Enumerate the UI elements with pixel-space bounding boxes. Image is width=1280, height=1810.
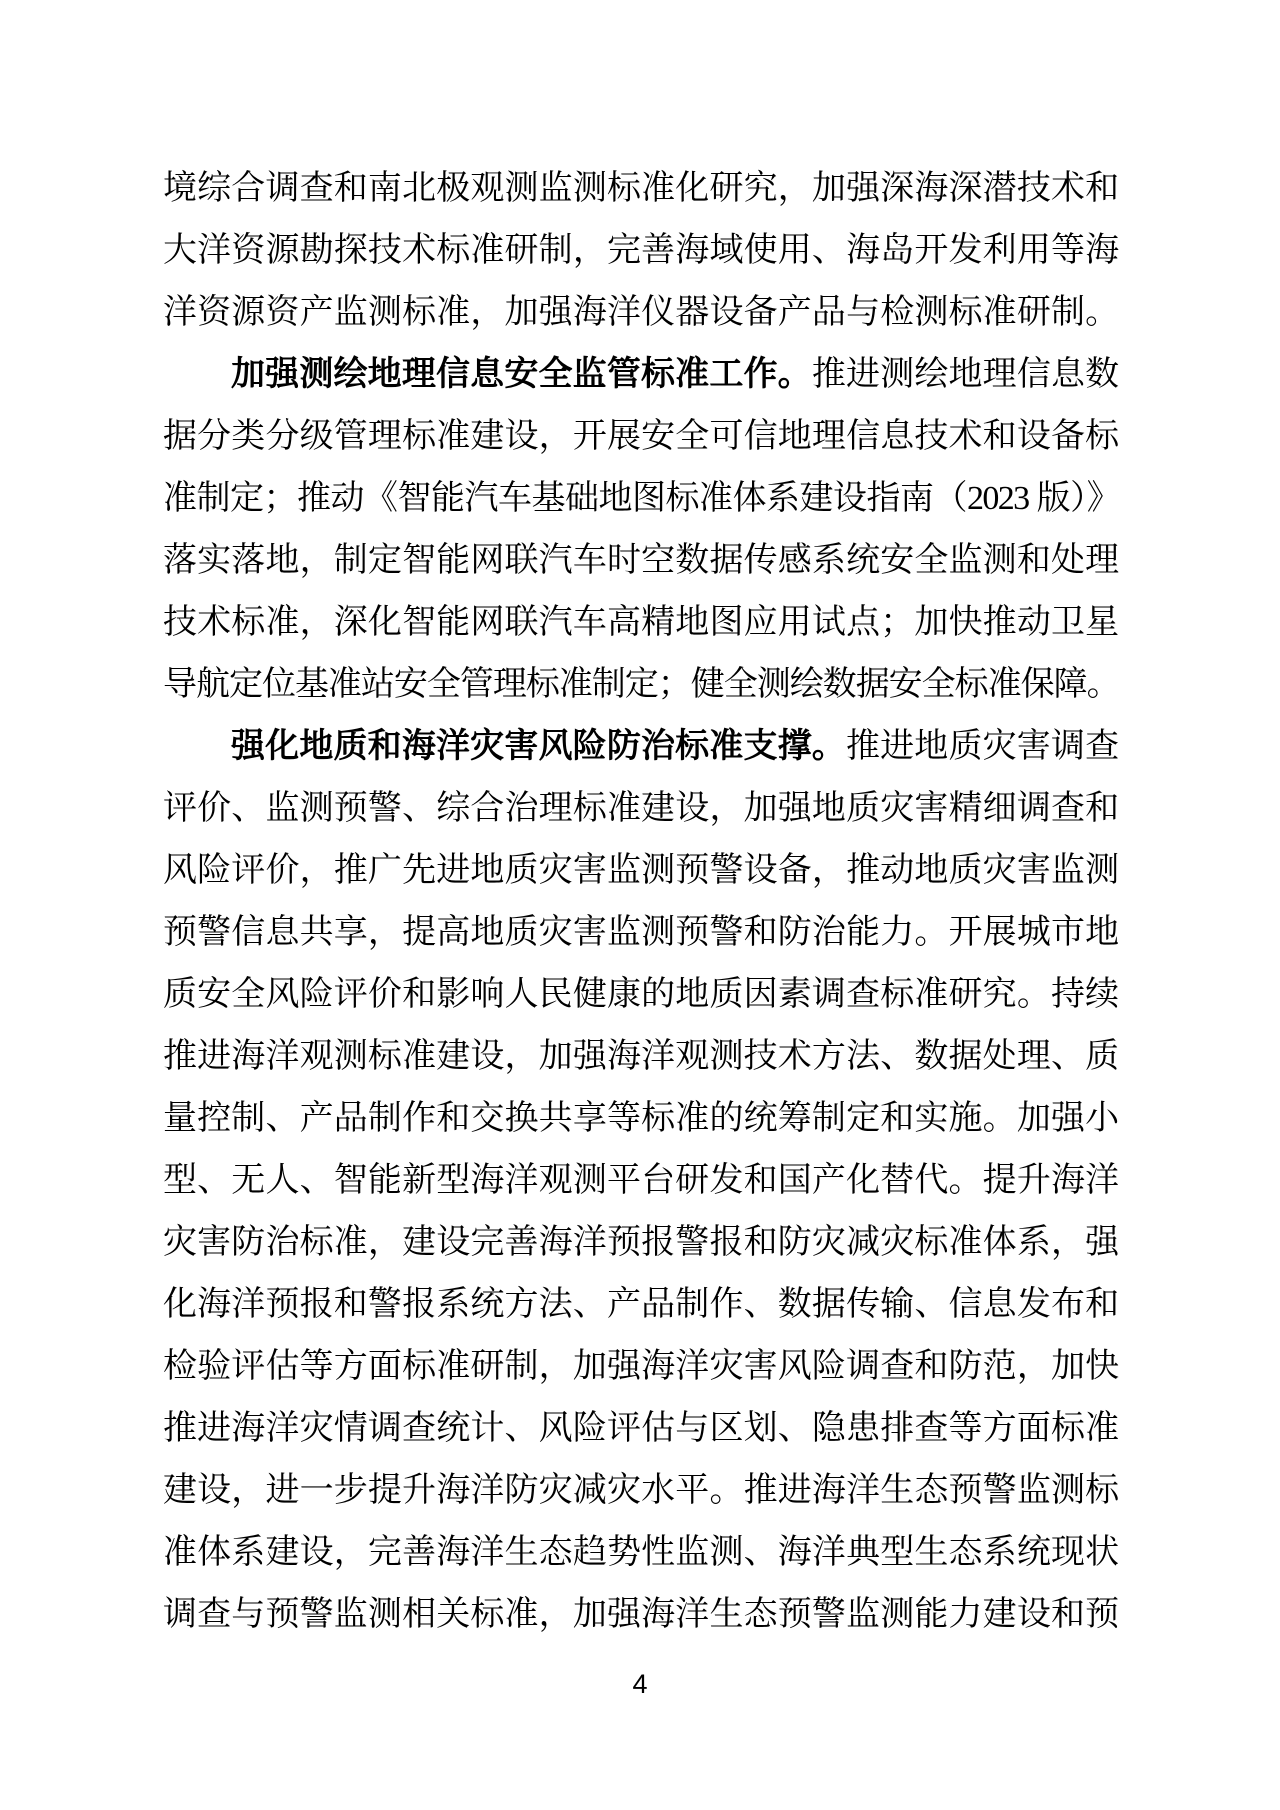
line-text: 落实落地，制定智能网联汽车时空数据传感系统安全监测和处理: [163, 542, 1119, 579]
text-line: [163, 530, 1119, 592]
text-line: [163, 1088, 1119, 1150]
line-text: 调查与预警监测相关标准，加强海洋生态预警监测能力建设和预: [163, 1596, 1119, 1633]
line-text: 灾害防治标准，建设完善海洋预报警报和防灾减灾标准体系，强: [163, 1224, 1119, 1261]
paragraph-lead-heading: 加强测绘地理信息安全监管标准工作。: [231, 356, 812, 393]
text-line: [163, 592, 1119, 654]
text-line: [163, 1336, 1119, 1398]
text-line: [163, 406, 1119, 468]
line-text: 导航定位基准站安全管理标准制定；健全测绘数据安全标准保障。: [163, 666, 1119, 703]
text-line: [163, 1274, 1119, 1336]
page-number: 4: [632, 1669, 648, 1699]
paragraph-2: [163, 344, 1119, 716]
text-line: [163, 1584, 1119, 1646]
text-line: [163, 1150, 1119, 1212]
text-line: [163, 468, 1119, 530]
text-line: [163, 778, 1119, 840]
text-line: [163, 654, 1119, 716]
line-text: 质安全风险评价和影响人民健康的地质因素调查标准研究。持续: [163, 976, 1119, 1013]
text-line: [163, 1026, 1119, 1088]
line-text: 化海洋预报和警报系统方法、产品制作、数据传输、信息发布和: [163, 1286, 1119, 1323]
line-text: 推进海洋观测标准建设，加强海洋观测技术方法、数据处理、质: [163, 1038, 1119, 1075]
text-line: [163, 716, 1119, 778]
text-line: [163, 840, 1119, 902]
paragraph-1: [163, 158, 1119, 344]
text-line: [163, 344, 1119, 406]
text-line: [163, 220, 1119, 282]
line-text: 风险评价，推广先进地质灾害监测预警设备，推动地质灾害监测: [163, 852, 1119, 889]
paragraph-lead-heading: 强化地质和海洋灾害风险防治标准支撑。: [231, 728, 846, 765]
line-text: 检验评估等方面标准研制，加强海洋灾害风险调查和防范，加快: [163, 1348, 1119, 1385]
line-text: 推进测绘地理信息数: [811, 356, 1119, 393]
line-text: 据分类分级管理标准建设，开展安全可信地理信息技术和设备标: [163, 418, 1119, 455]
line-text: 量控制、产品制作和交换共享等标准的统筹制定和实施。加强小: [163, 1100, 1119, 1137]
text-line: [163, 282, 1119, 344]
line-text: 洋资源资产监测标准，加强海洋仪器设备产品与检测标准研制。: [163, 294, 1119, 331]
line-text: 技术标准，深化智能网联汽车高精地图应用试点；加快推动卫星: [163, 604, 1119, 641]
text-line: [163, 1398, 1119, 1460]
text-line: [163, 158, 1119, 220]
line-text: 推进地质灾害调查: [845, 728, 1119, 765]
line-text: 型、无人、智能新型海洋观测平台研发和国产化替代。提升海洋: [163, 1162, 1119, 1199]
line-text: 建设，进一步提升海洋防灾减灾水平。推进海洋生态预警监测标: [163, 1472, 1119, 1509]
line-text: 推进海洋灾情调查统计、风险评估与区划、隐患排查等方面标准: [163, 1410, 1119, 1447]
text-line: [163, 1212, 1119, 1274]
line-text: 准制定；推动《智能汽车基础地图标准体系建设指南（2023 版）》: [163, 480, 1119, 517]
paragraph-3: [163, 716, 1119, 1646]
text-line: [163, 902, 1119, 964]
text-line: [163, 1522, 1119, 1584]
document-body: [163, 158, 1119, 1646]
line-text: 准体系建设，完善海洋生态趋势性监测、海洋典型生态系统现状: [163, 1534, 1119, 1571]
text-line: [163, 1460, 1119, 1522]
line-text: 评价、监测预警、综合治理标准建设，加强地质灾害精细调查和: [163, 790, 1119, 827]
line-text: 预警信息共享，提高地质灾害监测预警和防治能力。开展城市地: [163, 914, 1119, 951]
line-text: 大洋资源勘探技术标准研制，完善海域使用、海岛开发利用等海: [163, 232, 1119, 269]
text-line: [163, 964, 1119, 1026]
line-text: 境综合调查和南北极观测监测标准化研究，加强深海深潜技术和: [163, 170, 1119, 207]
